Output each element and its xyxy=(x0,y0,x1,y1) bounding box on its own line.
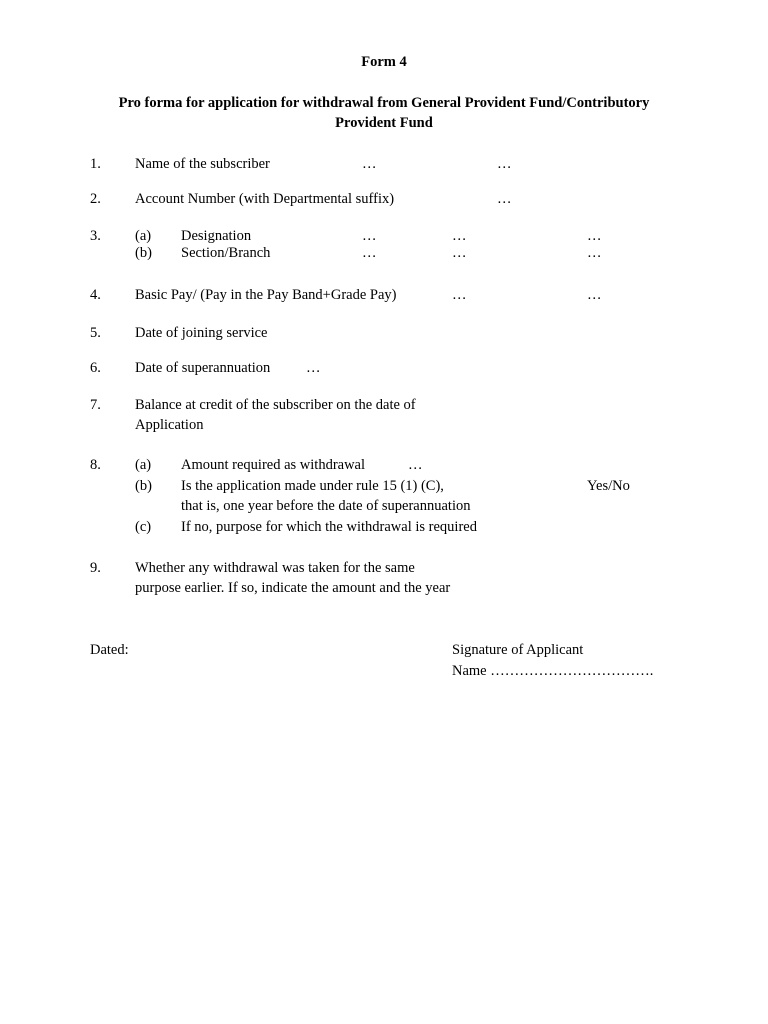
item-3b-dots-2: … xyxy=(452,245,467,261)
item-8-number: 8. xyxy=(90,457,101,473)
item-7-number: 7. xyxy=(90,397,101,413)
item-3a-dots: … xyxy=(362,228,377,244)
item-4-dots-2: … xyxy=(587,287,602,303)
item-2-dots: … xyxy=(497,191,512,207)
item-3b-label: Section/Branch xyxy=(181,245,271,261)
item-1-number: 1. xyxy=(90,156,101,172)
item-6-dots: … xyxy=(306,360,321,376)
item-8b-answer: Yes/No xyxy=(587,478,630,494)
item-8a-marker: (a) xyxy=(135,457,152,473)
item-8a-dots: … xyxy=(408,457,423,473)
signature-label: Signature of Applicant xyxy=(452,642,584,658)
item-3a-marker: (a) xyxy=(135,228,152,244)
item-2-label: Account Number (with Departmental suffix) xyxy=(135,191,395,207)
item-8a-label: Amount required as withdrawal xyxy=(181,457,366,473)
form-title-line2: Provident Fund xyxy=(335,115,433,131)
item-1-dots: … xyxy=(362,156,377,172)
item-4-dots: … xyxy=(452,287,467,303)
item-3a-dots-2: … xyxy=(452,228,467,244)
item-3a-label: Designation xyxy=(181,228,252,244)
item-5-label: Date of joining service xyxy=(135,325,268,341)
item-1-dots-2: … xyxy=(497,156,512,172)
item-4-label: Basic Pay/ (Pay in the Pay Band+Grade Pay) xyxy=(135,287,397,303)
item-8c-marker: (c) xyxy=(135,519,152,535)
item-7-line1: Balance at credit of the subscriber on the date of xyxy=(135,397,416,413)
item-6-number: 6. xyxy=(90,360,101,376)
item-9-line2: purpose earlier. If so, indicate the amount and the year xyxy=(135,580,451,596)
item-2-number: 2. xyxy=(90,191,101,207)
name-line: Name ……………………………. xyxy=(452,663,654,679)
item-8c-label: If no, purpose for which the withdrawal is required xyxy=(181,519,477,535)
item-3a-dots-3: … xyxy=(587,228,602,244)
form-title-line1: Pro forma for application for withdrawal from General Provident Fund/Contributory xyxy=(118,95,650,111)
item-5-number: 5. xyxy=(90,325,101,341)
item-9-line1: Whether any withdrawal was taken for the same xyxy=(135,560,415,576)
item-9-number: 9. xyxy=(90,560,101,576)
item-8b-marker: (b) xyxy=(135,478,152,494)
item-4-number: 4. xyxy=(90,287,101,303)
item-3b-dots: … xyxy=(362,245,377,261)
item-3-number: 3. xyxy=(90,228,101,244)
item-3b-dots-3: … xyxy=(587,245,602,261)
item-7-line2: Application xyxy=(135,417,204,433)
dated-label: Dated: xyxy=(90,642,129,658)
item-8b-line1: Is the application made under rule 15 (1) (C), xyxy=(181,478,444,494)
item-1-label: Name of the subscriber xyxy=(135,156,270,172)
item-6-label: Date of superannuation xyxy=(135,360,271,376)
item-8b-line2: that is, one year before the date of superannuation xyxy=(181,498,471,514)
item-3b-marker: (b) xyxy=(135,245,152,261)
form-number: Form 4 xyxy=(361,54,407,70)
